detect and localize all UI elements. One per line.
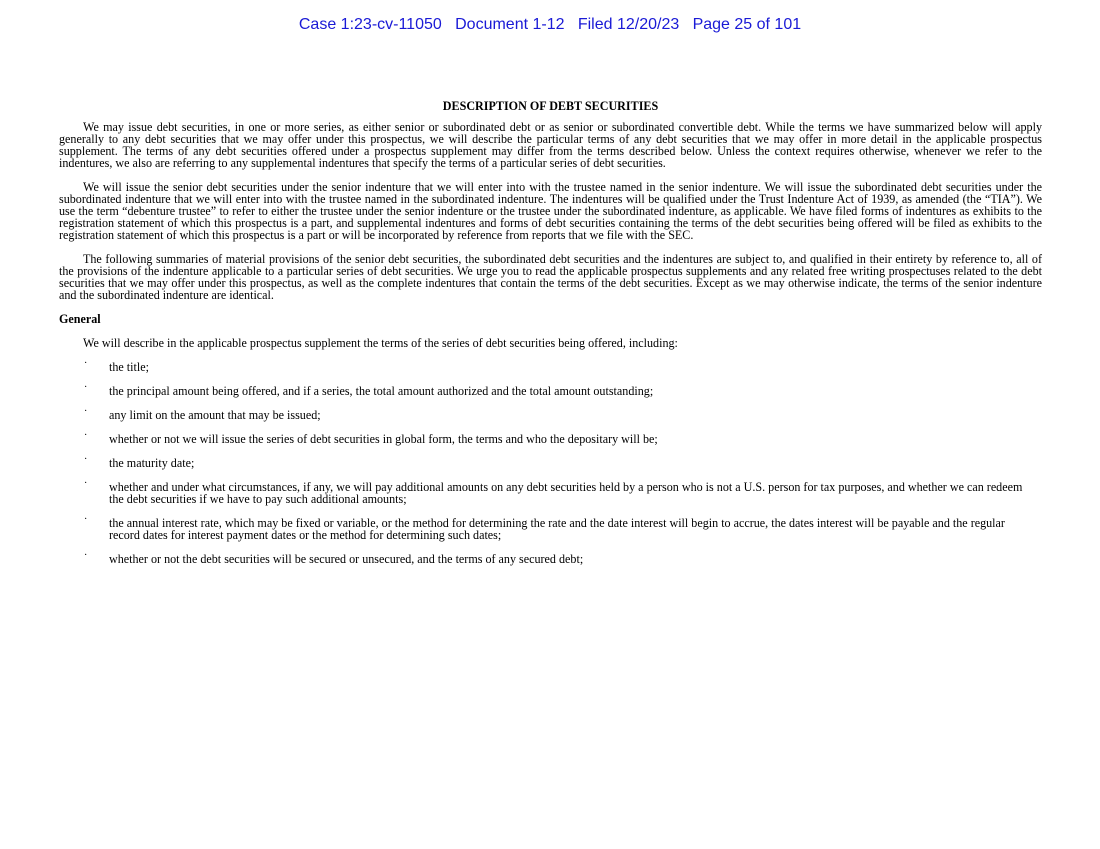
list-item-text: the maturity date;	[109, 456, 195, 470]
general-intro: We will describe in the applicable prospectus supplement the terms of the series of debt securities being offered, including:	[83, 336, 678, 350]
bullet-icon: ·	[84, 358, 88, 369]
list-item	[59, 406, 1042, 422]
list-item-text: whether and under what circumstances, if any, we will pay additional amounts on any debt securities held by a person who is not a U.S. person for tax purposes, and whether we can redeem the debt securities if we have to pay such additional amounts;	[109, 480, 1023, 506]
bullet-icon: ·	[84, 406, 88, 417]
terms-list	[59, 358, 1042, 566]
document-body	[59, 100, 1042, 577]
general-heading: General	[59, 312, 101, 326]
list-item-text: the principal amount being offered, and if a series, the total amount authorized and the total amount outstanding;	[109, 384, 654, 398]
list-item	[59, 514, 1042, 542]
paragraph-2: We will issue the senior debt securities under the senior indenture that we will enter into with the trustee named in the senior indenture. We will issue the subordinated debt securities under the subordinated indenture that we will enter into with the trustee named in the subordinated indenture. The indentures will be qualified under the Trust Indenture Act of 1939, as amended (the “TIA”). We use the term “debenture trustee” to refer to either the trustee under the senior indenture or the trustee under the subordinated indenture, as applicable. We have filed forms of indentures as exhibits to the registration statement of which this prospectus is a part, and supplemental indentures and forms of debt securities containing the terms of the debt securities being offered will be filed as exhibits to the registration statement of which this prospectus is a part or will be incorporated by reference from reports that we file with the SEC.	[59, 180, 1042, 242]
section-title: DESCRIPTION OF DEBT SECURITIES	[442, 99, 659, 113]
list-item	[59, 454, 1042, 470]
bullet-icon: ·	[84, 514, 88, 525]
list-item	[59, 358, 1042, 374]
list-item	[59, 478, 1042, 506]
bullet-icon: ·	[84, 382, 88, 393]
paragraph-1: We may issue debt securities, in one or more series, as either senior or subordinated debt or as senior or subordinated convertible debt. While the terms we have summarized below will apply generally to any debt securities that we may offer under this prospectus, we will describe the particular terms of any debt securities that we may offer in more detail in the applicable prospectus supplement. The terms of any debt securities offered under a prospectus supplement may differ from the terms described below. Unless the context requires otherwise, whenever we refer to the indentures, we also are referring to any supplemental indentures that specify the terms of a particular series of debt securities.	[59, 120, 1042, 170]
list-item	[59, 550, 1042, 566]
paragraph-3: The following summaries of material provisions of the senior debt securities, the subordinated debt securities and the indentures are subject to, and qualified in their entirety by reference to, all of the provisions of the indenture applicable to a particular series of debt securities. We urge you to read the applicable prospectus supplements and any related free writing prospectuses related to the debt securities that we may offer under this prospectus, as well as the complete indentures that contain the terms of the debt securities. Except as we may otherwise indicate, the terms of the senior indenture and the subordinated indenture are identical.	[59, 252, 1042, 302]
list-item-text: whether or not the debt securities will be secured or unsecured, and the terms of any secured debt;	[109, 552, 584, 566]
case-header: Case 1:23-cv-11050 Document 1-12 Filed 12/20/23 Page 25 of 101	[298, 16, 802, 33]
list-item-text: any limit on the amount that may be issued;	[109, 408, 321, 422]
bullet-icon: ·	[84, 478, 88, 489]
list-item-text: whether or not we will issue the series of debt securities in global form, the terms and who the depositary will be;	[109, 432, 658, 446]
bullet-icon: ·	[84, 430, 88, 441]
list-item-text: the annual interest rate, which may be fixed or variable, or the method for determining the rate and the date interest will begin to accrue, the dates interest will be payable and the regular record dates for interest payment dates or the method for determining such dates;	[109, 516, 1005, 542]
list-item	[59, 382, 1042, 398]
bullet-icon: ·	[84, 550, 88, 561]
bullet-icon: ·	[84, 454, 88, 465]
list-item	[59, 430, 1042, 446]
list-item-text: the title;	[109, 360, 149, 374]
